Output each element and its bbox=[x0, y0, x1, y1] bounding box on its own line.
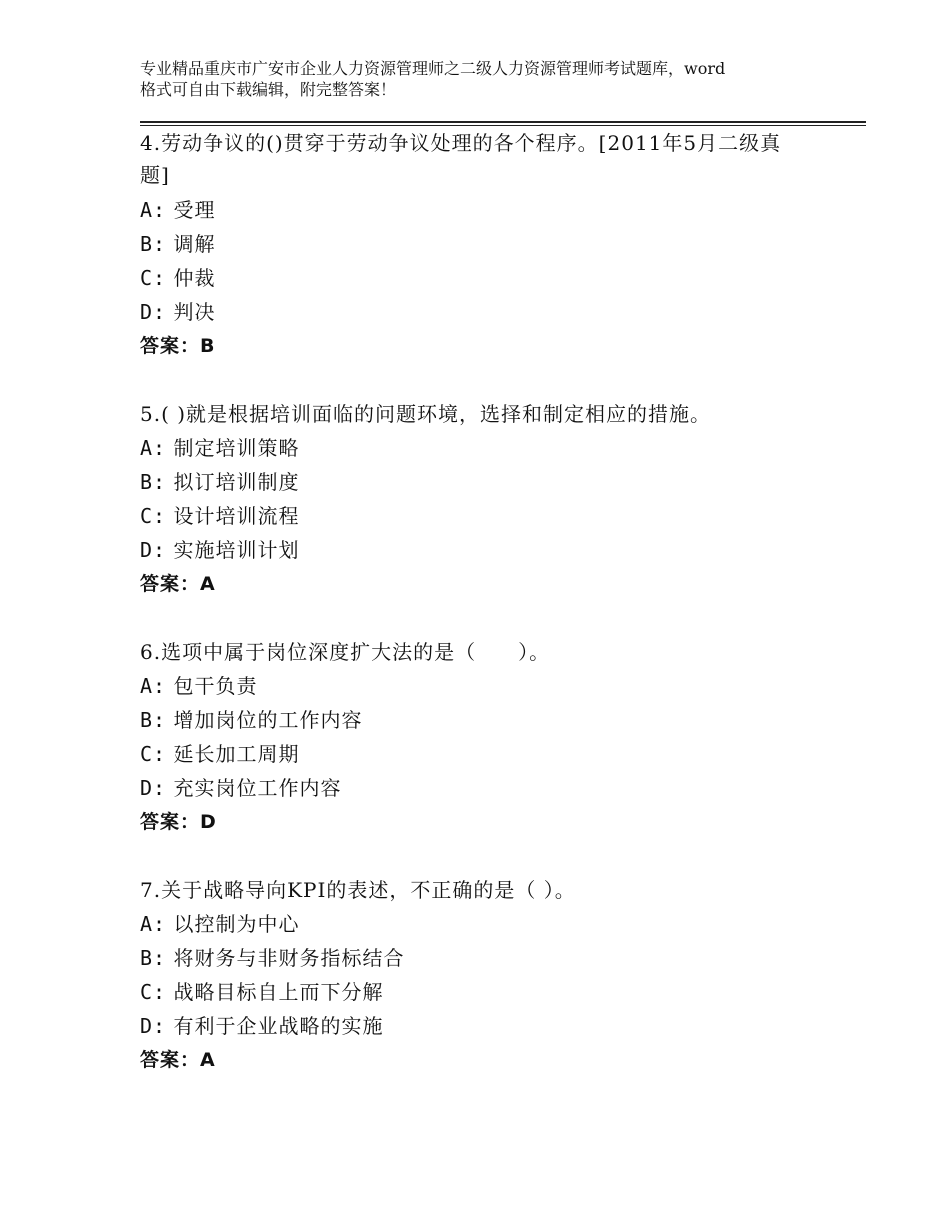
answer-label: 答案：B bbox=[140, 335, 216, 357]
option-text: 以控制为中心 bbox=[173, 912, 300, 936]
option-letter: D: bbox=[140, 1014, 167, 1038]
option-a bbox=[140, 431, 830, 465]
header-line-2: 格式可自由下载编辑，附完整答案！ bbox=[140, 80, 397, 99]
question-stem-line: 题] bbox=[140, 163, 170, 187]
option-c bbox=[140, 261, 830, 295]
question-5 bbox=[140, 397, 830, 601]
question-6 bbox=[140, 635, 830, 839]
option-d bbox=[140, 295, 830, 329]
question-stem-line: 4.劳动争议的()贯穿于劳动争议处理的各个程序。[2011年5月二级真 bbox=[140, 131, 782, 155]
option-letter: A: bbox=[140, 198, 167, 222]
option-b bbox=[140, 703, 830, 737]
option-letter: C: bbox=[140, 980, 167, 1004]
question-stem: 5.( )就是根据培训面临的问题环境，选择和制定相应的措施。 bbox=[140, 402, 712, 426]
option-a bbox=[140, 193, 830, 227]
option-a bbox=[140, 669, 830, 703]
option-text: 调解 bbox=[173, 232, 216, 256]
option-c bbox=[140, 975, 830, 1009]
option-text: 充实岗位工作内容 bbox=[173, 776, 342, 800]
option-d bbox=[140, 771, 830, 805]
option-letter: A: bbox=[140, 912, 167, 936]
header-divider-thick bbox=[140, 121, 866, 123]
document-header bbox=[140, 58, 840, 100]
option-text: 有利于企业战略的实施 bbox=[173, 1014, 384, 1038]
header-line-1: 专业精品重庆市广安市企业人力资源管理师之二级人力资源管理师考试题库，word bbox=[140, 59, 726, 78]
option-c bbox=[140, 737, 830, 771]
option-letter: C: bbox=[140, 266, 167, 290]
option-c bbox=[140, 499, 830, 533]
option-b bbox=[140, 941, 830, 975]
option-letter: B: bbox=[140, 708, 167, 732]
question-4 bbox=[140, 126, 830, 363]
option-text: 增加岗位的工作内容 bbox=[173, 708, 363, 732]
option-text: 仲裁 bbox=[173, 266, 216, 290]
question-stem bbox=[140, 126, 830, 191]
question-7 bbox=[140, 873, 830, 1077]
option-letter: A: bbox=[140, 436, 167, 460]
answer-label: 答案：D bbox=[140, 811, 217, 833]
option-letter: C: bbox=[140, 504, 167, 528]
question-list bbox=[140, 126, 830, 1077]
option-letter: C: bbox=[140, 742, 167, 766]
option-letter: A: bbox=[140, 674, 167, 698]
option-text: 包干负责 bbox=[173, 674, 258, 698]
option-b bbox=[140, 465, 830, 499]
option-text: 将财务与非财务指标结合 bbox=[173, 946, 405, 970]
option-text: 战略目标自上而下分解 bbox=[173, 980, 384, 1004]
option-letter: B: bbox=[140, 946, 167, 970]
answer-label: 答案：A bbox=[140, 1049, 216, 1071]
option-b bbox=[140, 227, 830, 261]
option-text: 判决 bbox=[173, 300, 216, 324]
option-letter: D: bbox=[140, 776, 167, 800]
option-text: 设计培训流程 bbox=[173, 504, 300, 528]
option-d bbox=[140, 1009, 830, 1043]
option-text: 受理 bbox=[173, 198, 216, 222]
option-letter: B: bbox=[140, 232, 167, 256]
option-a bbox=[140, 907, 830, 941]
option-text: 制定培训策略 bbox=[173, 436, 300, 460]
option-letter: D: bbox=[140, 300, 167, 324]
question-stem: 7.关于战略导向KPI的表述，不正确的是（ ）。 bbox=[140, 878, 576, 902]
option-letter: D: bbox=[140, 538, 167, 562]
option-text: 延长加工周期 bbox=[173, 742, 300, 766]
answer-label: 答案：A bbox=[140, 573, 216, 595]
option-letter: B: bbox=[140, 470, 167, 494]
question-stem: 6.选项中属于岗位深度扩大法的是（ ）。 bbox=[140, 640, 551, 664]
option-d bbox=[140, 533, 830, 567]
option-text: 拟订培训制度 bbox=[173, 470, 300, 494]
option-text: 实施培训计划 bbox=[173, 538, 300, 562]
